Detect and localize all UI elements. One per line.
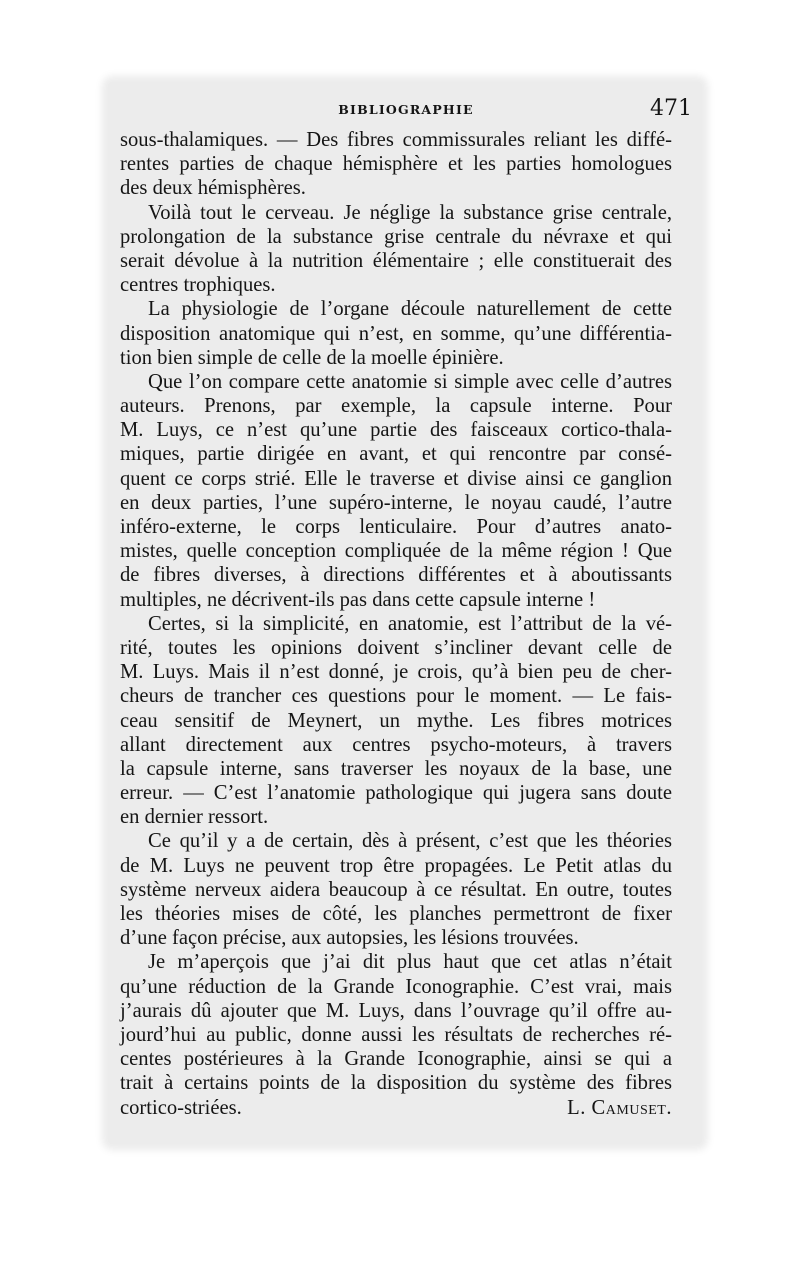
text-line: M. Luys. Mais il n’est donné, je crois, qu’à bien peu de cher- bbox=[120, 661, 672, 684]
closing-line bbox=[120, 1096, 672, 1120]
text-line: rité, toutes les opinions doivent s’incliner devant celle de bbox=[120, 636, 672, 659]
running-title: BIBLIOGRAPHIE bbox=[338, 102, 474, 117]
text-line: j’aurais dû ajouter que M. Luys, dans l’ouvrage qu’il offre au- bbox=[120, 999, 672, 1022]
text-line: multiples, ne décrivent-ils pas dans cette capsule interne ! bbox=[120, 588, 596, 611]
text-line: quent ce corps strié. Elle le traverse et divise ainsi ce ganglion bbox=[120, 467, 672, 490]
text-line: rentes parties de chaque hémisphère et les parties homologues bbox=[120, 153, 672, 176]
text-line: jourd’hui au public, donne aussi les résultats de recherches ré- bbox=[120, 1023, 672, 1046]
text-line: Que l’on compare cette anatomie si simple avec celle d’autres bbox=[148, 370, 672, 393]
text-line: Voilà tout le cerveau. Je néglige la substance grise centrale, bbox=[148, 201, 672, 224]
text-line: en deux parties, l’une supéro-interne, le noyau caudé, l’autre bbox=[120, 491, 672, 514]
text-line: qu’une réduction de la Grande Iconographie. C’est vrai, mais bbox=[120, 975, 672, 998]
text-line: prolongation de la substance grise centrale du névraxe et qui bbox=[120, 225, 672, 248]
text-line: Certes, si la simplicité, en anatomie, est l’attribut de la vé- bbox=[148, 612, 672, 635]
text-line: ceau sensitif de Meynert, un mythe. Les fibres motrices bbox=[120, 709, 672, 732]
text-line: en dernier ressort. bbox=[120, 806, 269, 829]
text-line: les théories mises de côté, les planches permettront de fixer bbox=[120, 903, 672, 925]
text-line: allant directement aux centres psycho-moteurs, à travers bbox=[120, 733, 672, 756]
page-header bbox=[120, 96, 692, 122]
text-line: inféro-externe, le corps lenticulaire. Pour d’autres anato- bbox=[120, 516, 672, 538]
text-line: auteurs. Prenons, par exemple, la capsule interne. Pour bbox=[120, 395, 672, 418]
text-line: sous-thalamiques. — Des fibres commissurales reliant les diffé- bbox=[120, 129, 672, 151]
text-line: tion bien simple de celle de la moelle épinière. bbox=[120, 346, 504, 369]
text-line: cheurs de trancher ces questions pour le moment. — Le fais- bbox=[120, 685, 672, 708]
text-line: système nerveux aidera beaucoup à ce résultat. En outre, toutes bbox=[120, 878, 672, 901]
page-number: 471 bbox=[650, 96, 692, 121]
closing-text: cortico-striées. bbox=[120, 1096, 242, 1119]
text-line: mistes, quelle conception compliquée de la même région ! Que bbox=[120, 540, 672, 563]
body-text bbox=[120, 128, 672, 1120]
text-line: miques, partie dirigée en avant, et qui rencontre par consé- bbox=[120, 443, 672, 466]
text-line: La physiologie de l’organe découle naturellement de cette bbox=[148, 298, 672, 321]
text-line: M. Luys, ce n’est qu’une partie des faisceaux cortico-thala- bbox=[120, 419, 672, 442]
text-line: la capsule interne, sans traverser les noyaux de la base, une bbox=[120, 757, 672, 780]
text-line: centes postérieures à la Grande Iconographie, ainsi se qui a bbox=[120, 1048, 672, 1071]
text-line: Je m’aperçois que j’ai dit plus haut que cet atlas n’était bbox=[148, 951, 672, 974]
text-line: de fibres diverses, à directions différentes et à aboutissants bbox=[120, 564, 672, 587]
text-line: des deux hémisphères. bbox=[120, 177, 306, 200]
text-line: serait dévolue à la nutrition élémentaire ; elle constituerait des bbox=[120, 249, 672, 272]
text-line: centres trophiques. bbox=[120, 274, 276, 297]
text-line: d’une façon précise, aux autopsies, les lésions trouvées. bbox=[120, 927, 579, 950]
text-line: erreur. — C’est l’anatomie pathologique qui jugera sans doute bbox=[120, 782, 672, 805]
text-line: trait à certains points de la disposition du système des fibres bbox=[120, 1072, 672, 1095]
text-line: disposition anatomique qui n’est, en somme, qu’une différentia- bbox=[120, 322, 672, 345]
text-line: Ce qu’il y a de certain, dès à présent, c’est que les théories bbox=[148, 830, 672, 853]
text-line: de M. Luys ne peuvent trop être propagées. Le Petit atlas du bbox=[120, 854, 672, 877]
author-signature: L. Camuset. bbox=[567, 1096, 672, 1119]
